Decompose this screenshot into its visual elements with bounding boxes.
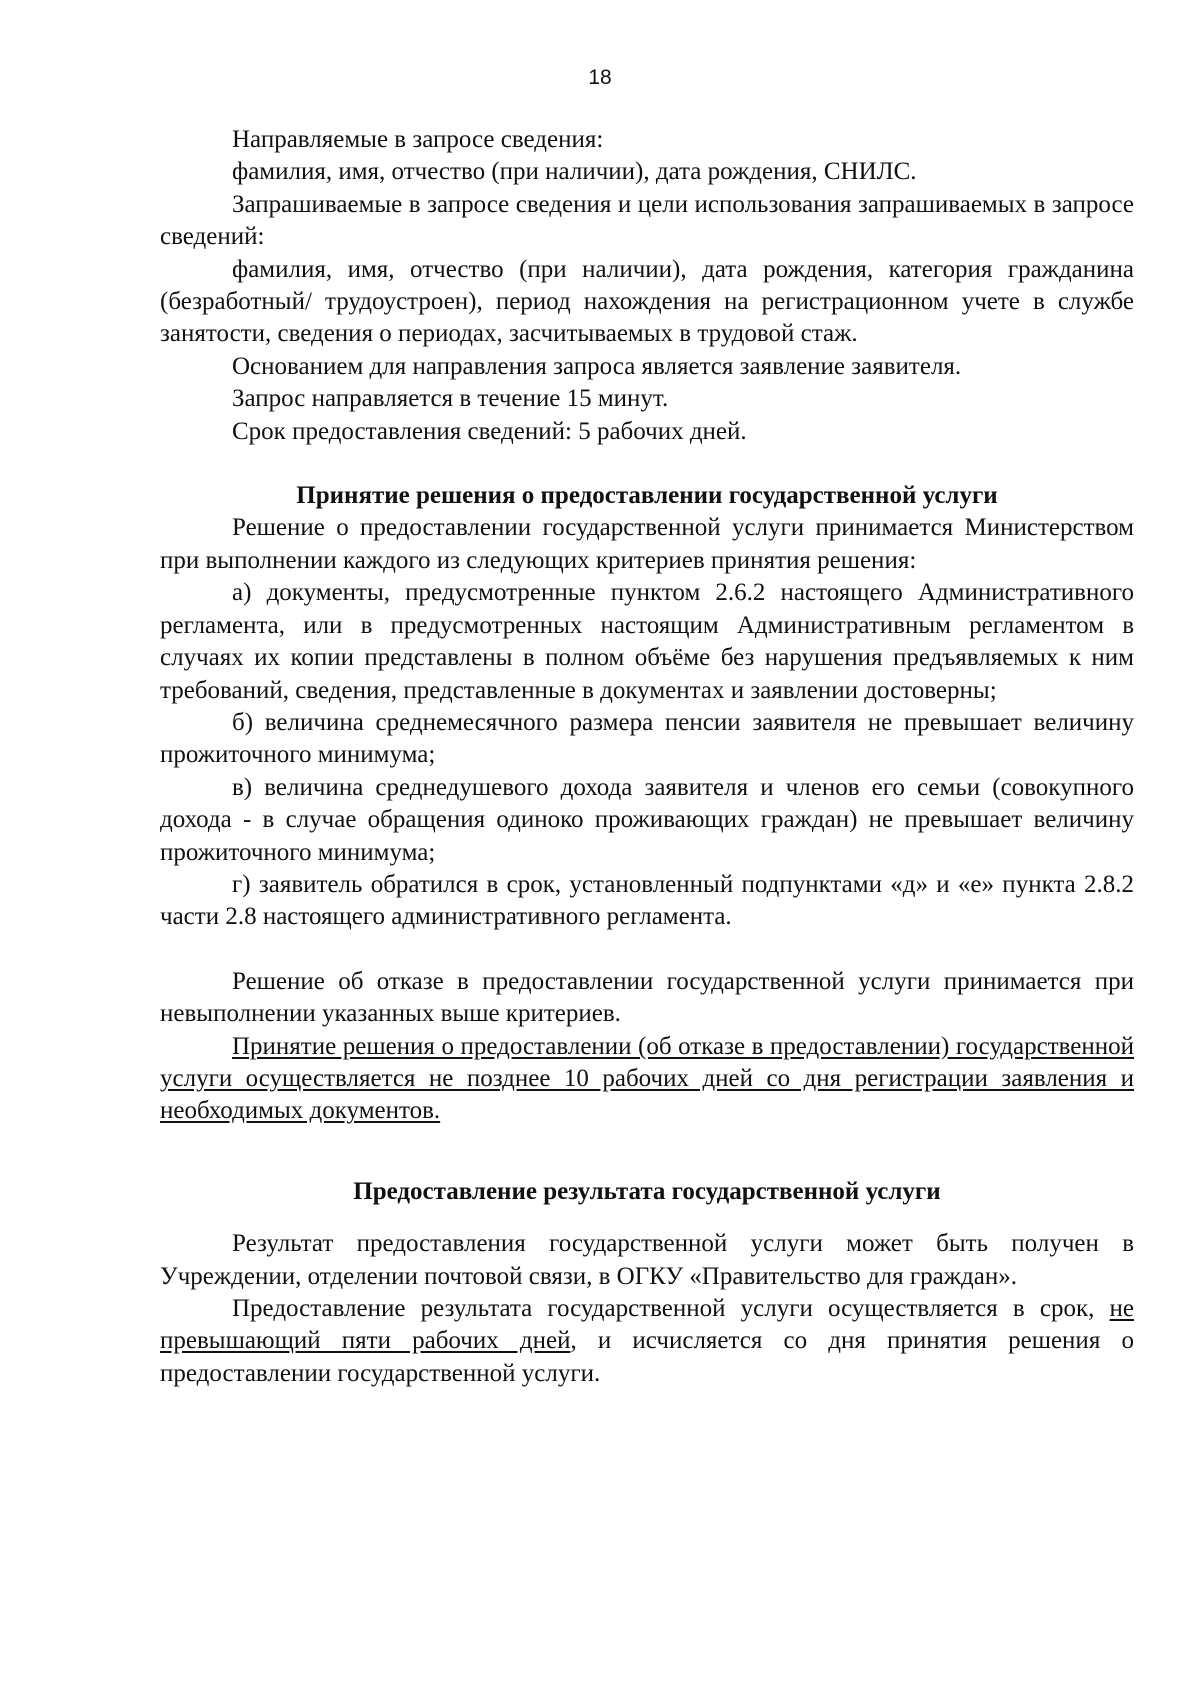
response-deadline: Срок предоставления сведений: 5 рабочих дней. [232,417,747,445]
requested-info-label: Запрашиваемые в запросе сведения и цели использования запрашиваемых в запросе сведений: [160,190,1134,251]
result-delivery-term: не превышающий пяти рабочих дней [160,1295,1134,1355]
decision-deadline-paragraph: Принятие решения о предоставлении (об отказе в предоставлении) государственной услуги осуществляется не позднее 10 рабочих дней со дня регистрации заявления и необходимых документов. [160,1032,1134,1125]
request-timing: Запрос направляется в течение 15 минут. [232,385,669,413]
criterion-g: г) заявитель обратился в срок, установленный подпунктами «д» и «е» пункта 2.8.2 части 2.8 настоящего административного регламента. [160,870,1134,931]
requested-info-list: фамилия, имя, отчество (при наличии), дата рождения, категория гражданина (безработный/ трудоустроен), период нахождения на регистрационном учете в службе занятости, сведения о периодах, засчитываемых в трудовой стаж. [160,255,1134,348]
criterion-b: б) величина среднемесячного размера пенсии заявителя не превышает величину прожиточного минимума; [160,708,1134,769]
sent-info-label: Направляемые в запросе сведения: [232,126,604,153]
result-delivery-text-start: Предоставление результата государственной услуги осуществляется в срок, [232,1295,1110,1322]
page-number: 18 [588,66,612,89]
refusal-paragraph: Решение об отказе в предоставлении государственной услуги принимается при невыполнении указанных выше критериев. [160,967,1134,1028]
page-body [160,124,1134,1390]
result-receipt-paragraph: Результат предоставления государственной услуги может быть получен в Учреждении, отделении почтовой связи, в ОГКУ «Правительство для граждан». [160,1230,1134,1290]
request-basis: Основанием для направления запроса является заявление заявителя. [232,352,962,380]
result-delivery-paragraph [160,1293,1134,1390]
sent-info-list: фамилия, имя, отчество (при наличии), дата рождения, СНИЛС. [232,158,917,186]
criterion-a: а) документы, предусмотренные пунктом 2.6.2 настоящего Административного регламента, или в предусмотренных настоящим Административным регламентом в случаях их копии представлены в полном объёме без нарушения предъявляемых к ним требований, сведения, представленные в документах и заявлении достоверны; [160,579,1134,704]
decision-section-heading: Принятие решения о предоставлении государственной услуги [296,482,998,510]
decision-intro: Решение о предоставлении государственной услуги принимается Министерством при выполнении каждого из следующих критериев принятия решения: [160,514,1134,574]
criterion-v: в) величина среднедушевого дохода заявителя и членов его семьи (совокупного дохода - в случае обращения одиноко проживающих граждан) не превышает величину прожиточного минимума; [160,773,1134,866]
result-delivery-text-end: , и исчисляется со дня принятия решения о предоставлении государственной услуги. [160,1327,1134,1387]
result-section-heading: Предоставление результата государственной услуги [353,1177,941,1205]
